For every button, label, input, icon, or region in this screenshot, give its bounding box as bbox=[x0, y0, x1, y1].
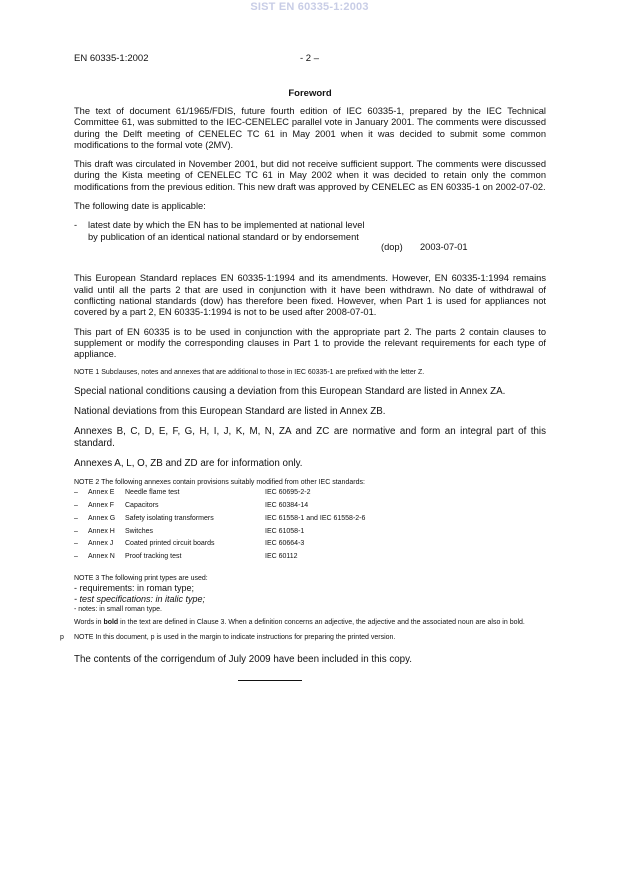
row-dash: – bbox=[74, 527, 78, 535]
list-dash: - bbox=[74, 220, 78, 231]
note-2: NOTE 2 The following annexes contain provisions suitably modified from other IEC standards: bbox=[74, 479, 365, 487]
paragraph-1: The text of document 61/1965/FDIS, future fourth edition of IEC 60335-1, prepared by the IEC Technical Committee 61, was submitted to the IEC-CENELEC parallel vote in January 2001. The comments were discussed during the Delft meeting of CENELEC TC 61 in May 2001 when it was decided to submit some common modifications to the formal vote (2MV). bbox=[74, 106, 546, 150]
printing-note bbox=[60, 633, 546, 642]
table-row bbox=[74, 528, 465, 541]
annex-label: Annex G bbox=[88, 514, 116, 522]
annex-standard: IEC 60112 bbox=[265, 552, 298, 560]
row-dash: – bbox=[74, 502, 78, 510]
words-note-post: in the text are defined in Clause 3. When a definition concerns an adjective, the adjective and the associated noun are also in bold. bbox=[118, 618, 525, 626]
paragraph-2: This draft was circulated in November 2001, but did not receive sufficient support. The comments were discussed during the Kista meeting of CENELEC TC 61 in May 2002 when it was decided to retain only the common modifications from the previous edition. This new draft was approved by CENELEC as EN 60335-1 on 2002-07-02. bbox=[74, 159, 546, 192]
words-note-bold: bold bbox=[103, 618, 119, 626]
date-list-item bbox=[74, 220, 546, 265]
annex-label: Annex E bbox=[88, 489, 115, 497]
words-note-pre: Words in bbox=[74, 618, 104, 626]
table-row bbox=[74, 553, 465, 566]
annex-title: Safety isolating transformers bbox=[125, 514, 214, 522]
note-1: NOTE 1 Subclauses, notes and annexes that are additional to those in IEC 60335-1 are prefixed with the letter Z. bbox=[74, 369, 425, 377]
date-value: 2003-07-01 bbox=[420, 242, 468, 253]
margin-marker: p bbox=[60, 633, 64, 641]
paragraph-5: This part of EN 60335 is to be used in conjunction with the appropriate part 2. The parts 2 contain clauses to supplement or modify the corresponding clauses in Part 1 to provide the relevant requirements for each type of appliance. bbox=[74, 326, 546, 360]
bold-words-note bbox=[74, 618, 546, 628]
annex-standard: IEC 60695-2-2 bbox=[265, 489, 311, 497]
annex-title: Switches bbox=[125, 527, 154, 535]
paragraph-10: The contents of the corrigendum of July 2009 have been included in this copy. bbox=[74, 653, 413, 665]
paragraph-3: The following date is applicable: bbox=[74, 201, 206, 212]
closing-rule bbox=[238, 680, 302, 681]
table-row bbox=[74, 489, 465, 502]
printing-note-text: NOTE In this document, p is used in the margin to indicate instructions for preparing the printed version. bbox=[74, 633, 396, 641]
print-type-notes: - notes: in small roman type. bbox=[74, 605, 162, 613]
paragraph-9: Annexes A, L, O, ZB and ZD are for information only. bbox=[74, 458, 303, 470]
note-3: NOTE 3 The following print types are used: bbox=[74, 574, 208, 582]
annex-standard: IEC 60384-14 bbox=[265, 502, 309, 510]
row-dash: – bbox=[74, 540, 78, 548]
annex-label: Annex F bbox=[88, 502, 115, 510]
paragraph-7: National deviations from this European Standard are listed in Annex ZB. bbox=[74, 406, 386, 418]
annex-label: Annex H bbox=[88, 527, 115, 535]
paragraph-8: Annexes B, C, D, E, F, G, H, I, J, K, M, N, ZA and ZC are normative and form an integral part of this standard. bbox=[74, 426, 546, 450]
table-row bbox=[74, 502, 465, 515]
annex-title: Proof tracking test bbox=[125, 552, 182, 560]
annex-title: Capacitors bbox=[125, 502, 159, 510]
paragraph-4: This European Standard replaces EN 60335-1:1994 and its amendments. However, EN 60335-1:1994 remains valid until all the parts 2 that are used in conjunction with it have been withdrawn. No date of withdrawal of conflicting national standards (dow) has therefore been fixed. However, when Part 1 is used for appliances not covered by a part 2, EN 60335-1:1994 is not to be used after 2008-07-01. bbox=[74, 273, 546, 318]
row-dash: – bbox=[74, 489, 78, 497]
watermark: SIST EN 60335-1:2003 bbox=[250, 1, 369, 13]
page-number: - 2 – bbox=[299, 53, 319, 64]
annex-label: Annex J bbox=[88, 540, 114, 548]
table-row bbox=[74, 515, 465, 528]
annex-title: Coated printed circuit boards bbox=[125, 540, 215, 548]
table-row bbox=[74, 540, 465, 553]
annex-title: Needle flame test bbox=[125, 489, 180, 497]
print-type-test-specifications: - test specifications: in italic type; bbox=[74, 593, 206, 604]
row-dash: – bbox=[74, 514, 78, 522]
annex-table bbox=[74, 489, 465, 565]
row-dash: – bbox=[74, 552, 78, 560]
document-body bbox=[60, 88, 546, 681]
annex-standard: IEC 60664-3 bbox=[265, 540, 305, 548]
annex-standard: IEC 61058-1 bbox=[265, 527, 305, 535]
section-title: Foreword bbox=[288, 88, 332, 99]
paragraph-6: Special national conditions causing a deviation from this European Standard are listed in Annex ZA. bbox=[74, 386, 506, 398]
date-description: latest date by which the EN has to be implemented at national level by publication of an identical national standard or by endorsement bbox=[88, 220, 365, 242]
document-id: EN 60335-1:2002 bbox=[74, 53, 149, 64]
print-type-requirements: - requirements: in roman type; bbox=[74, 582, 195, 593]
annex-label: Annex N bbox=[88, 552, 115, 560]
annex-standard: IEC 61558-1 and IEC 61558-2-6 bbox=[265, 514, 366, 522]
date-code: (dop) bbox=[381, 242, 403, 253]
